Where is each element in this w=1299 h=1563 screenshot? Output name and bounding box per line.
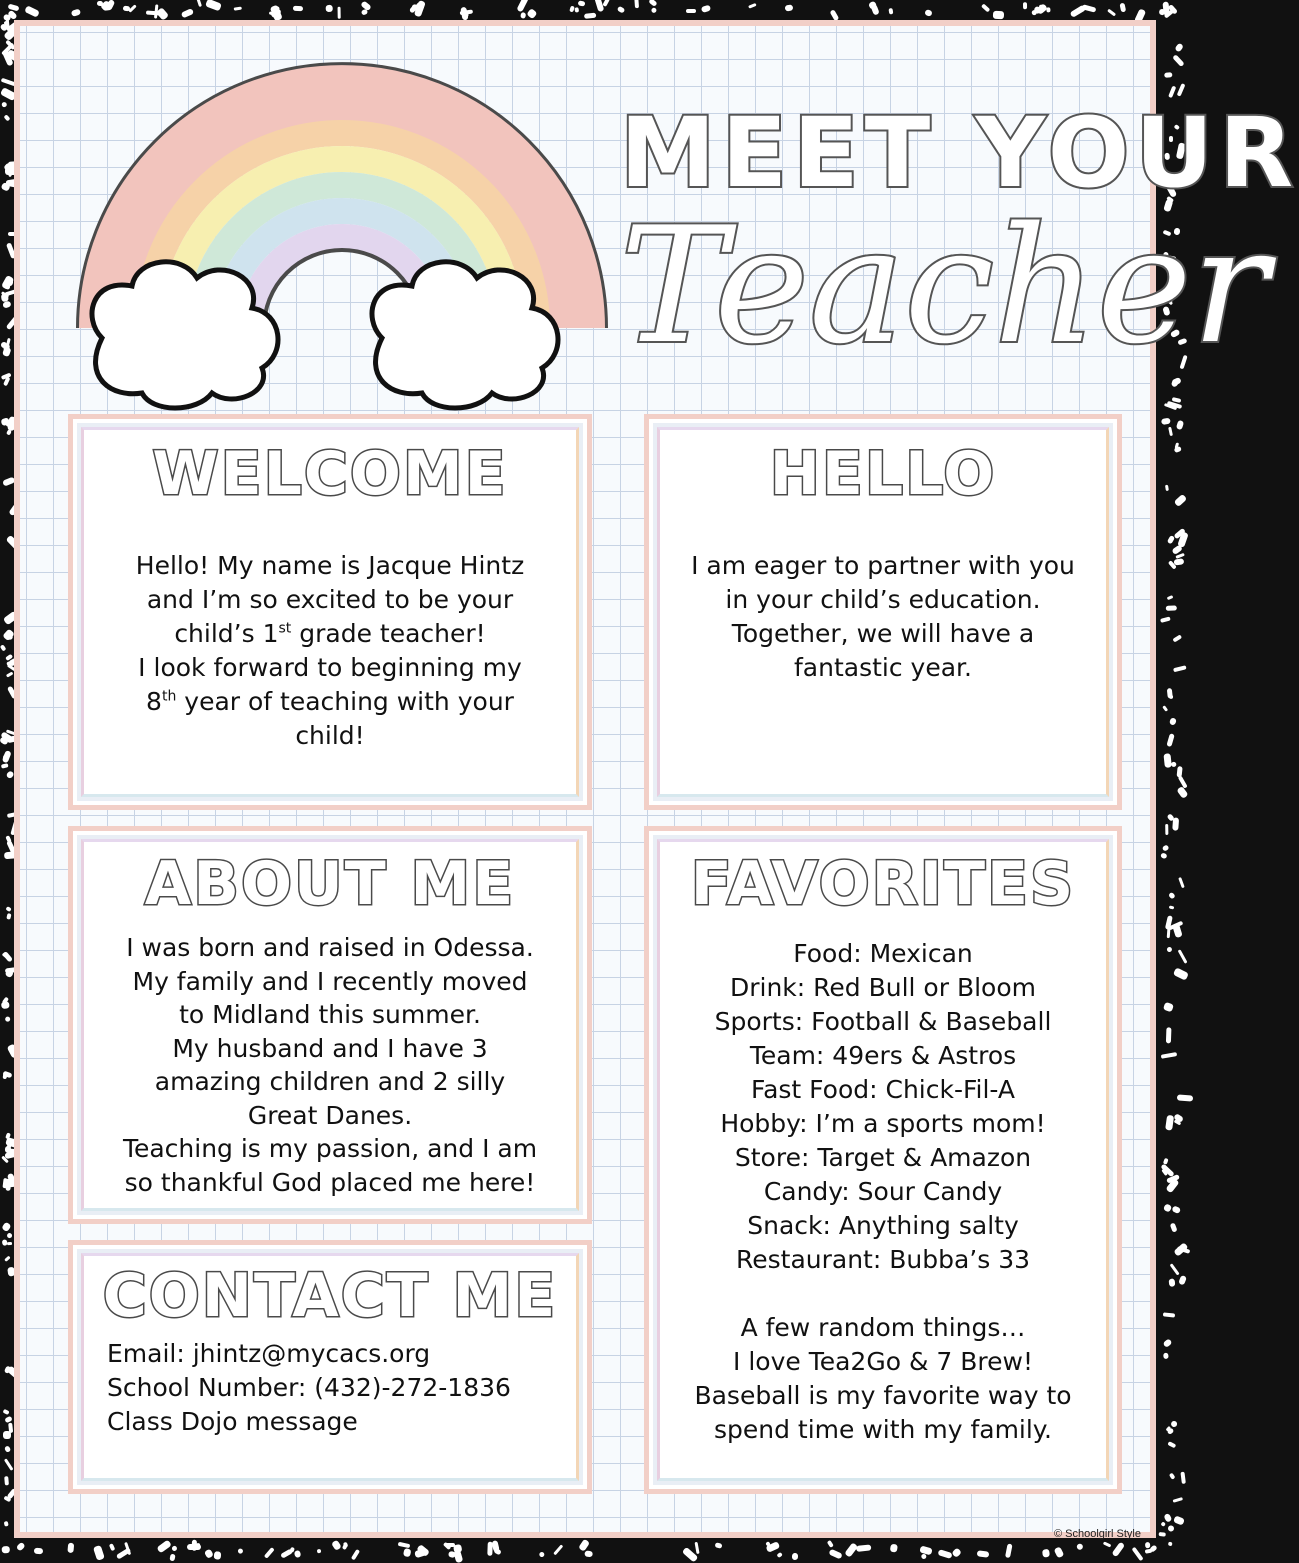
border-speck xyxy=(4,1416,13,1424)
border-speck xyxy=(1005,1543,1013,1557)
border-speck xyxy=(1162,1203,1172,1212)
border-speck xyxy=(4,114,11,121)
border-speck xyxy=(214,1551,221,1559)
border-speck xyxy=(694,1542,699,1554)
border-speck xyxy=(1132,1546,1144,1561)
border-speck xyxy=(6,429,12,435)
border-speck xyxy=(1169,892,1176,899)
border-speck xyxy=(24,5,40,18)
border-speck xyxy=(1173,1242,1188,1256)
rainbow-icon xyxy=(82,88,602,408)
border-speck xyxy=(1107,9,1116,17)
border-speck xyxy=(1163,1002,1174,1012)
border-speck xyxy=(317,1549,322,1554)
border-speck xyxy=(1172,817,1179,830)
border-speck xyxy=(1023,2,1027,9)
border-speck xyxy=(1032,10,1037,15)
border-speck xyxy=(1081,5,1096,14)
border-speck xyxy=(888,8,893,14)
border-speck xyxy=(2,1239,8,1245)
border-speck xyxy=(172,1545,179,1551)
border-speck xyxy=(16,1542,26,1551)
border-speck xyxy=(270,4,283,20)
border-speck xyxy=(93,1545,105,1561)
about-title: ABOUT ME xyxy=(144,849,516,919)
border-speck xyxy=(6,1232,13,1239)
border-speck xyxy=(686,9,696,12)
border-speck xyxy=(1162,1353,1168,1360)
border-speck xyxy=(294,1550,301,1558)
border-speck xyxy=(1161,1052,1177,1059)
border-speck xyxy=(4,1016,11,1023)
welcome-title: WELCOME xyxy=(152,439,508,509)
border-speck xyxy=(454,1544,463,1553)
border-speck xyxy=(1160,852,1168,859)
border-speck xyxy=(578,0,586,7)
border-speck xyxy=(1170,1264,1180,1277)
border-speck xyxy=(2,102,7,107)
border-speck xyxy=(156,7,169,20)
contact-card xyxy=(68,1240,592,1494)
border-speck xyxy=(569,6,575,13)
border-speck xyxy=(293,5,303,10)
contact-body xyxy=(107,1337,587,1439)
border-speck xyxy=(1111,1541,1125,1557)
border-speck xyxy=(351,1550,360,1561)
border-speck xyxy=(2,1221,12,1231)
border-speck xyxy=(337,7,341,19)
border-speck xyxy=(1177,83,1185,96)
border-speck xyxy=(4,1476,9,1486)
border-speck xyxy=(583,12,596,19)
border-speck xyxy=(1169,695,1173,699)
border-speck xyxy=(341,1543,347,1550)
border-speck xyxy=(1162,844,1170,851)
border-speck xyxy=(122,5,129,11)
border-speck xyxy=(1177,950,1187,965)
hello-card xyxy=(644,414,1122,810)
border-speck xyxy=(234,7,242,11)
border-speck xyxy=(7,1242,12,1245)
border-speck xyxy=(1172,634,1182,642)
border-speck xyxy=(921,1553,927,1559)
border-speck xyxy=(6,913,11,919)
border-speck xyxy=(1174,558,1185,565)
border-speck xyxy=(2,1546,10,1554)
title-teacher: Teacher xyxy=(620,192,1269,379)
border-speck xyxy=(1169,1472,1176,1479)
border-speck xyxy=(195,0,202,8)
border-speck xyxy=(1169,1279,1176,1287)
border-speck xyxy=(1042,1549,1050,1558)
border-speck xyxy=(1167,1028,1172,1044)
favorites-title: FAVORITES xyxy=(690,849,1076,919)
border-speck xyxy=(1164,753,1172,767)
border-speck xyxy=(5,1179,11,1191)
border-speck xyxy=(68,1543,75,1553)
border-speck xyxy=(602,0,610,7)
border-speck xyxy=(1173,1497,1183,1503)
favorites-card xyxy=(644,826,1122,1494)
border-speck xyxy=(856,1545,872,1553)
border-speck xyxy=(1164,72,1172,77)
border-speck xyxy=(187,1544,201,1550)
border-speck xyxy=(1174,43,1184,53)
border-speck xyxy=(1169,717,1177,725)
border-speck xyxy=(1167,1427,1175,1434)
border-speck xyxy=(1,763,9,768)
border-speck xyxy=(264,1547,275,1559)
border-speck xyxy=(1165,484,1169,490)
border-speck xyxy=(1173,1515,1185,1525)
border-speck xyxy=(413,0,425,17)
border-speck xyxy=(1168,1542,1173,1547)
hello-body: I am eager to partner with you in your child’s education. Together, we will have a fantastic year. xyxy=(691,551,1075,682)
border-speck xyxy=(1166,606,1177,611)
border-speck xyxy=(785,4,794,11)
border-speck xyxy=(1163,1157,1169,1164)
border-speck xyxy=(2,301,11,309)
border-speck xyxy=(109,1543,116,1551)
border-speck xyxy=(952,1547,962,1557)
border-speck xyxy=(1166,946,1173,952)
border-speck xyxy=(1160,418,1170,426)
border-speck xyxy=(517,0,529,12)
border-speck xyxy=(4,1445,12,1453)
contact-title: CONTACT ME xyxy=(102,1261,558,1331)
border-speck xyxy=(1161,706,1167,713)
border-speck xyxy=(238,1549,244,1555)
border-speck xyxy=(326,5,333,12)
border-speck xyxy=(1178,877,1185,888)
border-speck xyxy=(70,9,81,17)
grid-paper xyxy=(14,20,1299,1540)
border-speck xyxy=(552,1544,563,1555)
contact-email[interactable]: Email: jhintz@mycacs.org xyxy=(107,1339,431,1368)
border-speck xyxy=(1168,905,1174,910)
border-speck xyxy=(616,5,625,13)
border-speck xyxy=(520,12,526,19)
border-speck xyxy=(648,0,657,7)
border-speck xyxy=(170,1553,176,1561)
border-speck xyxy=(1176,420,1184,430)
welcome-card xyxy=(68,414,592,810)
border-speck xyxy=(180,8,194,19)
border-speck xyxy=(402,1548,411,1557)
border-speck xyxy=(650,7,657,14)
border-speck xyxy=(981,4,991,13)
border-speck xyxy=(463,10,469,17)
about-card xyxy=(68,826,592,1224)
border-speck xyxy=(937,1549,952,1559)
border-speck xyxy=(5,671,13,677)
border-speck xyxy=(1168,426,1173,436)
border-speck xyxy=(792,1553,799,1560)
border-speck xyxy=(748,2,757,8)
border-speck xyxy=(1163,1312,1176,1317)
border-speck xyxy=(1162,1338,1173,1348)
border-speck xyxy=(1039,4,1047,9)
border-speck xyxy=(5,906,11,912)
border-speck xyxy=(538,1552,545,1559)
border-speck xyxy=(103,4,113,12)
border-speck xyxy=(1054,1546,1065,1558)
border-speck xyxy=(4,1256,11,1263)
border-speck xyxy=(1119,2,1126,12)
border-speck xyxy=(1173,494,1187,508)
border-speck xyxy=(1171,1205,1181,1214)
favorites-body: Food: Mexican Drink: Red Bull or Bloom Sports: Football & Baseball Team: 49ers & Astros Fast Food: Chick-Fil-A Hobby: I’m a sports mom! Store: Target & Amazon Candy: Sour Candy Snack: Anything salty Restaurant: Bubba’s 33 A few random things… I love Tea2Go & 7 Brew! Baseball is my favorite way to spend time with my family. xyxy=(694,939,1072,1444)
border-speck xyxy=(1178,1275,1187,1286)
border-speck xyxy=(2,750,11,763)
border-speck xyxy=(1047,7,1051,12)
contact-phone[interactable]: School Number: (432)-272-1836 xyxy=(107,1373,511,1402)
border-speck xyxy=(156,1540,172,1554)
border-speck xyxy=(1166,733,1174,747)
border-speck xyxy=(493,1548,502,1556)
border-speck xyxy=(1167,1523,1176,1532)
copyright-credit: © Schoolgirl Style xyxy=(1054,1528,1141,1540)
border-speck xyxy=(1160,617,1171,623)
border-speck xyxy=(1177,766,1183,777)
border-speck xyxy=(1167,595,1174,600)
border-speck xyxy=(1176,1094,1192,1101)
border-speck xyxy=(1163,1513,1172,1523)
border-speck xyxy=(574,7,579,13)
border-speck xyxy=(1077,1543,1084,1551)
border-speck xyxy=(992,10,1003,18)
border-speck xyxy=(1165,824,1168,835)
border-speck xyxy=(635,0,639,8)
border-speck xyxy=(1159,1532,1166,1537)
hello-title: HELLO xyxy=(769,439,997,509)
border-speck xyxy=(890,1543,898,1552)
border-speck xyxy=(1103,1541,1112,1548)
border-speck xyxy=(828,1549,842,1560)
border-speck xyxy=(527,9,538,20)
border-speck xyxy=(1180,1472,1185,1485)
border-speck xyxy=(1172,54,1184,67)
border-speck xyxy=(205,0,222,11)
border-speck xyxy=(1176,785,1188,798)
border-speck xyxy=(1173,665,1187,672)
title-meet-your: MEET YOUR xyxy=(620,97,1299,209)
border-speck xyxy=(3,1431,12,1439)
border-speck xyxy=(4,1521,9,1527)
border-speck xyxy=(714,1543,722,1550)
border-speck xyxy=(870,5,879,17)
contact-dojo: Class Dojo message xyxy=(107,1407,358,1436)
border-speck xyxy=(5,770,14,779)
border-speck xyxy=(702,5,712,13)
border-speck xyxy=(776,1552,783,1558)
about-body: I was born and raised in Odessa. My family and I recently moved to Midland this summer. My husband and I have 3 amazing children and 2 silly Great Danes. Teaching is my passion, and I am so thankful God placed me here! xyxy=(122,933,538,1197)
border-speck xyxy=(977,1550,990,1557)
border-speck xyxy=(2,1409,10,1416)
border-speck xyxy=(397,1542,410,1548)
border-speck xyxy=(1160,1521,1166,1527)
border-speck xyxy=(331,1540,342,1551)
border-speck xyxy=(34,1548,44,1554)
border-speck xyxy=(0,644,6,651)
border-speck xyxy=(924,9,933,17)
border-speck xyxy=(1167,535,1175,544)
border-speck xyxy=(1167,1441,1176,1448)
border-speck xyxy=(4,1459,14,1472)
border-speck xyxy=(204,1549,214,1559)
border-speck xyxy=(1169,1223,1177,1233)
welcome-body: Hello! My name is Jacque Hintz and I’m so excited to be your child’s 1st grade teacher! I look forward to beginning my 8th year of teaching with your child! xyxy=(135,551,525,750)
border-speck xyxy=(585,1550,593,1556)
border-speck xyxy=(828,1540,835,1548)
